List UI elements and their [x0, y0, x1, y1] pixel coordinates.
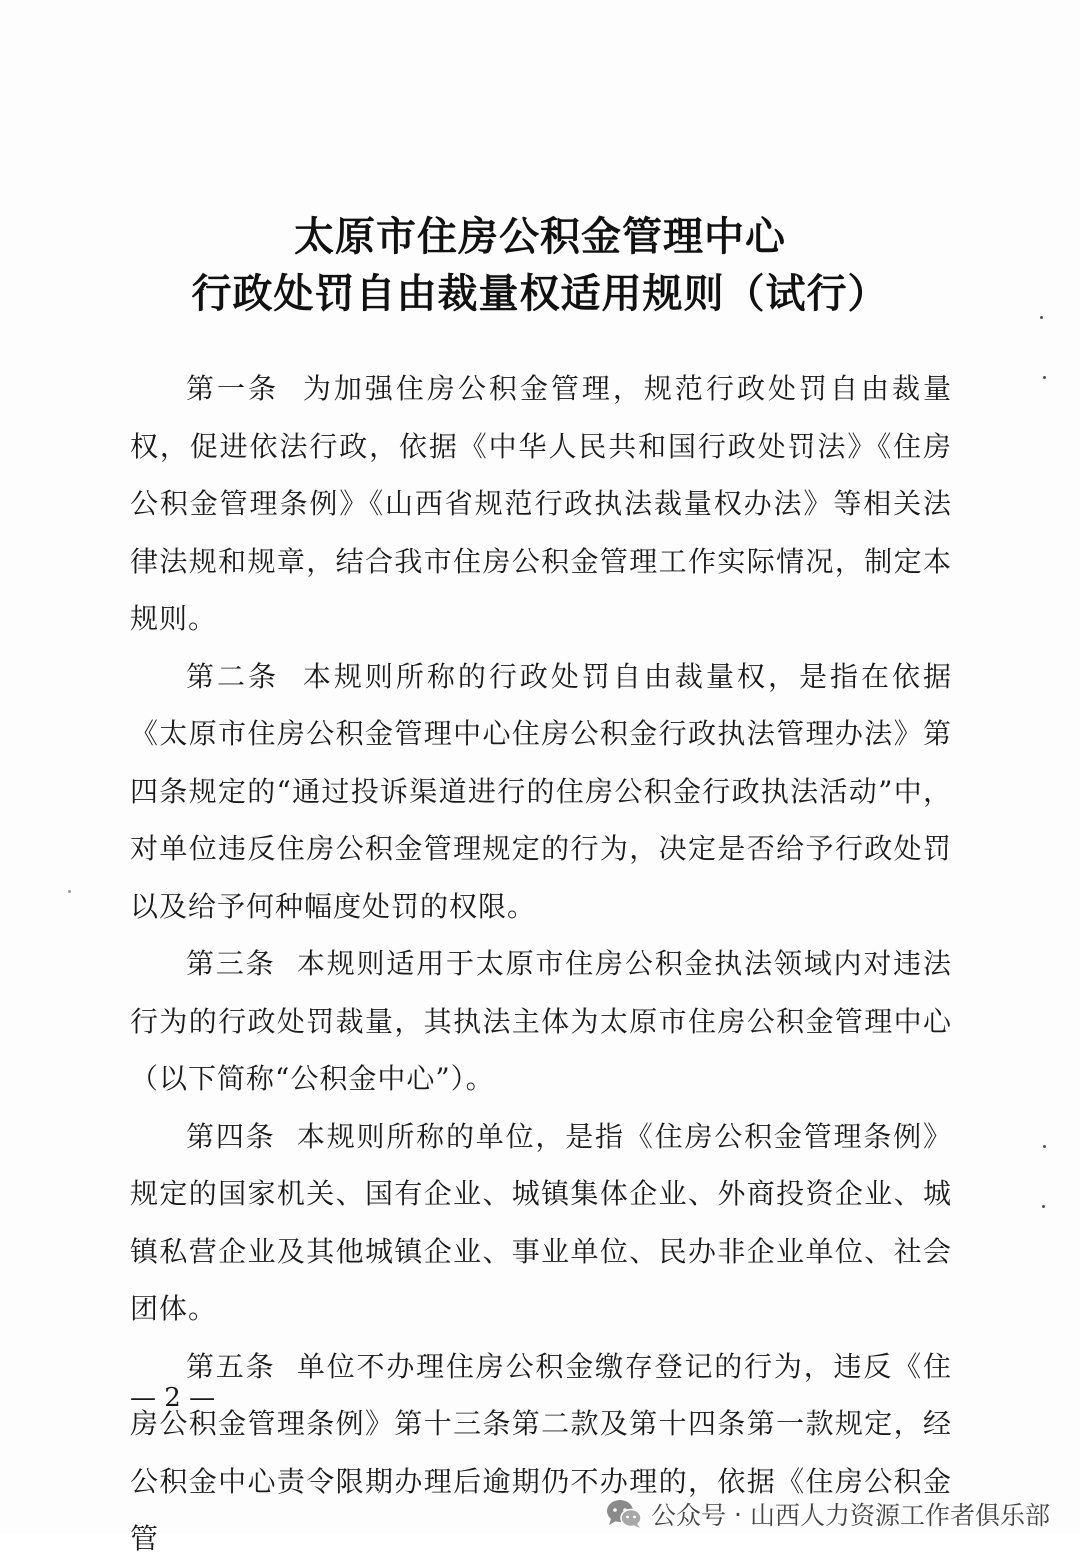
watermark-separator: ·	[734, 1499, 742, 1529]
article-label: 第三条	[186, 947, 276, 980]
article-4	[130, 1108, 952, 1338]
scan-speck	[1043, 1145, 1046, 1148]
scan-speck	[1040, 316, 1043, 319]
page-number: — 2 —	[130, 1383, 216, 1413]
scan-speck	[68, 890, 71, 893]
scan-speck	[1042, 1205, 1045, 1208]
watermark-account: 山西人力资源工作者俱乐部	[749, 1501, 1050, 1530]
article-text: 本规则所称的行政处罚自由裁量权，是指在依据《太原市住房公积金管理中心住房公积金行政执法管理办法》第四条规定的“通过投诉渠道进行的住房公积金行政执法活动”中，对单位违反住房公积金管理规定的行为，决定是否给予行政处罚以及给予何种幅度处罚的权限。	[130, 659, 952, 923]
article-text: 本规则适用于太原市住房公积金执法领域内对违法行为的行政处罚裁量，其执法主体为太原市住房公积金管理中心（以下简称“公积金中心”）。	[130, 947, 952, 1095]
scan-speck	[1043, 376, 1046, 379]
article-text: 本规则所称的单位，是指《住房公积金管理条例》规定的国家机关、国有企业、城镇集体企业、外商投资企业、城镇私营企业及其他城镇企业、事业单位、民办非企业单位、社会团体。	[130, 1119, 952, 1325]
article-1	[130, 360, 952, 648]
article-label: 第一条	[186, 372, 280, 405]
watermark-prefix: 公众号	[651, 1501, 727, 1530]
article-3	[130, 935, 952, 1108]
article-label: 第五条	[186, 1349, 276, 1383]
document-title-line1: 太原市住房公积金管理中心	[294, 214, 786, 260]
document-body	[130, 360, 952, 1568]
article-text: 单位不办理住房公积金缴存登记的行为，违反《住房公积金管理条例》第十三条第二款及第十四条第一款规定，经公积金中心责令限期办理后逾期仍不办理的，依据《住房公积金管	[130, 1349, 952, 1555]
article-2	[130, 648, 952, 936]
article-text: 为加强住房公积金管理，规范行政处罚自由裁量权，促进依法行政，依据《中华人民共和国行政处罚法》《住房公积金管理条例》《山西省规范行政执法裁量权办法》等相关法律法规和规章，结合我市住房公积金管理工作实际情况，制定本规则。	[130, 372, 952, 635]
wechat-watermark	[605, 1492, 1050, 1536]
article-label: 第二条	[186, 659, 280, 693]
document-title-line2: 行政处罚自由裁量权适用规则（试行）	[191, 271, 889, 317]
article-label: 第四条	[186, 1119, 276, 1153]
wechat-icon	[605, 1498, 643, 1530]
